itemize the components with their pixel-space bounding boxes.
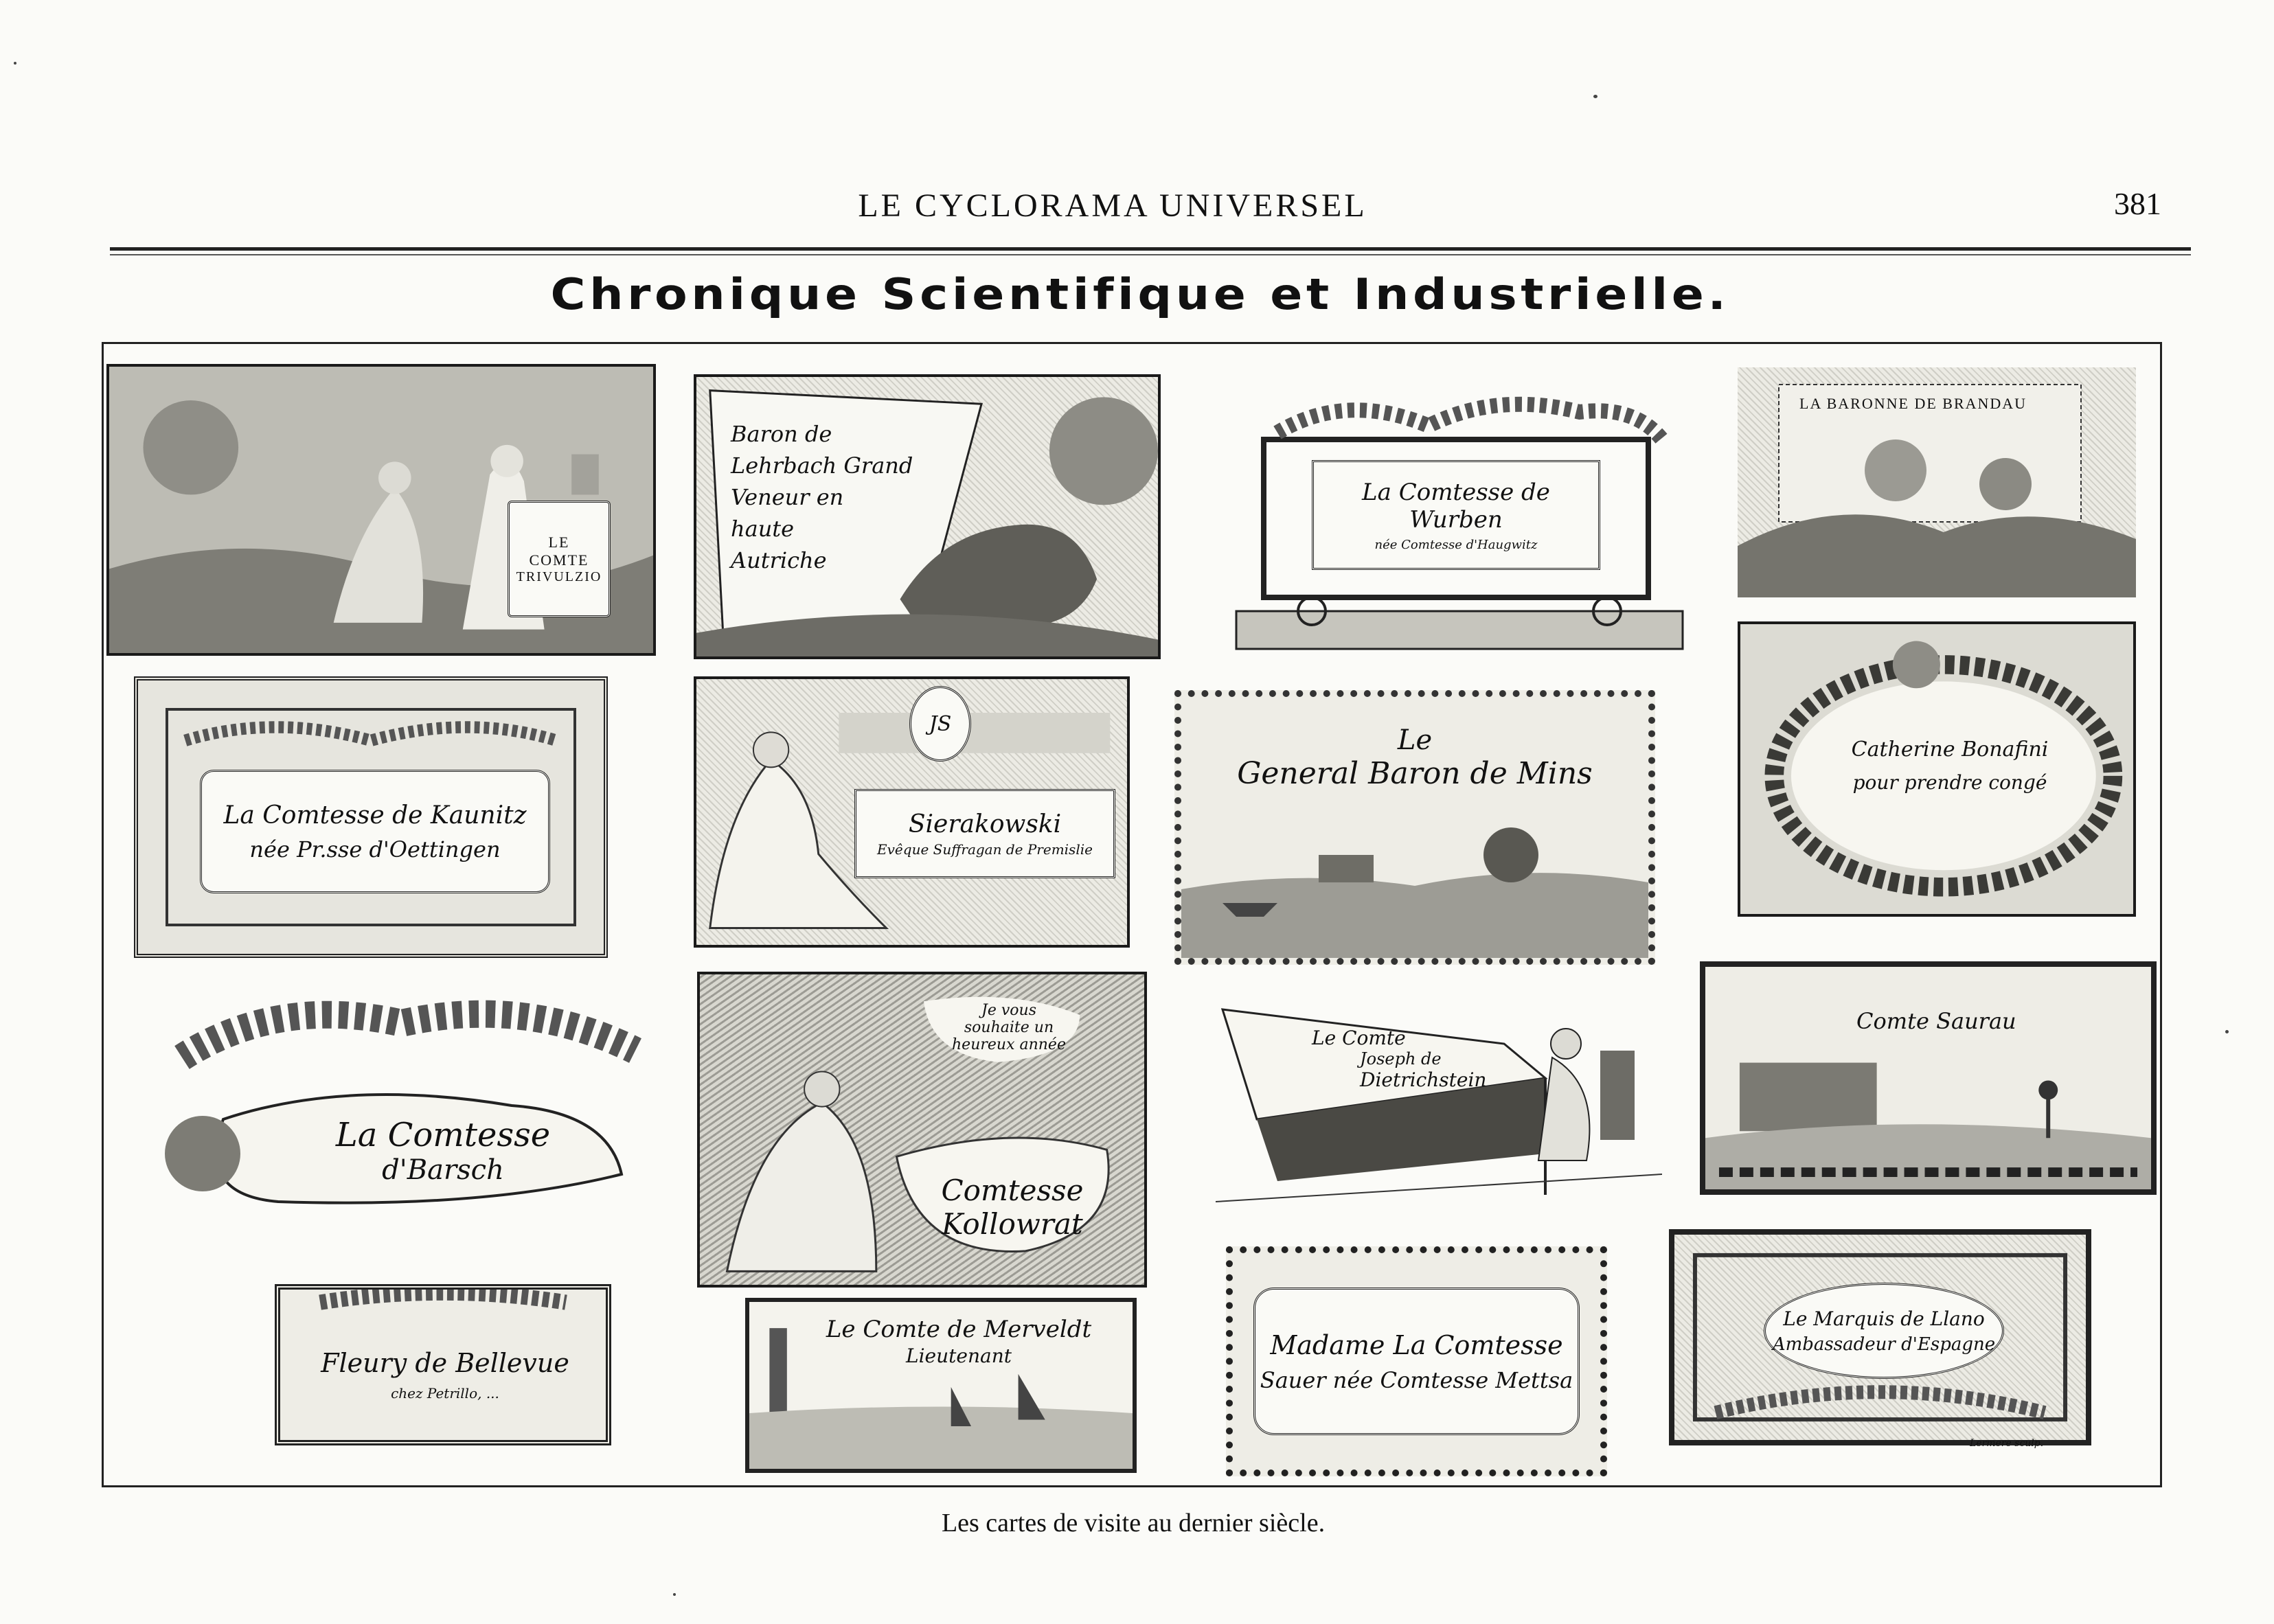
card-text-panel	[1253, 1288, 1580, 1435]
card-text-panel	[731, 418, 957, 576]
card-lehrbach	[694, 374, 1161, 659]
card-line: COMTE	[529, 551, 589, 569]
card-line: Le Comte	[1312, 1027, 1406, 1049]
card-line: née Pr.sse d'Oettingen	[249, 836, 501, 862]
card-saurau	[1700, 961, 2157, 1195]
card-line: Veneur en	[731, 484, 844, 510]
paper-speck	[14, 62, 16, 65]
card-line: pour prendre congé	[1852, 771, 2047, 794]
card-line: Lehrbach Grand	[731, 453, 913, 479]
card-line: Madame La Comtesse	[1270, 1329, 1563, 1360]
running-title: LE CYCLORAMA UNIVERSEL	[858, 187, 1367, 224]
section-title: Chronique Scientifique et Industrielle.	[550, 269, 1730, 319]
card-line: LE	[548, 533, 570, 551]
card-merveldt	[745, 1298, 1137, 1473]
page-number: 381	[2114, 186, 2161, 221]
card-line: haute	[731, 516, 795, 542]
greeting-panel	[940, 1002, 1078, 1053]
greeting-line: heureux année	[952, 1036, 1066, 1053]
card-text-panel	[1806, 737, 2094, 794]
card-sierakowski	[694, 676, 1130, 948]
card-line: TRIVULZIO	[516, 569, 602, 584]
card-text-panel	[854, 789, 1115, 878]
card-text-panel	[294, 1348, 596, 1402]
engraving-roses-scroll	[141, 975, 666, 1236]
card-line: chez Petrillo, ...	[391, 1385, 499, 1402]
card-line: Comte Saurau	[1856, 1008, 2016, 1034]
card-line: Baron de	[731, 421, 832, 447]
card-llano	[1669, 1229, 2091, 1445]
card-line: La Comtesse de Kaunitz	[223, 801, 527, 830]
card-text-panel	[299, 1116, 587, 1186]
card-line: Le	[1397, 724, 1433, 756]
card-line: d'Barsch	[382, 1154, 504, 1186]
header-rule-thin	[110, 254, 2191, 255]
monogram-medallion	[909, 686, 971, 762]
card-line: Sauer née Comtesse Mettsa	[1260, 1366, 1573, 1393]
card-sauer	[1226, 1246, 1607, 1476]
paper-speck	[2225, 1030, 2229, 1033]
card-line: General Baron de Mins	[1237, 756, 1593, 791]
card-line: Kollowrat	[942, 1207, 1083, 1241]
card-line: Le Marquis de Llano	[1783, 1307, 1985, 1330]
engraving-chateau	[1705, 967, 2151, 1189]
card-line: La Comtesse	[335, 1116, 551, 1154]
card-trivulzio	[106, 364, 656, 656]
card-line: LA BARONNE DE BRANDAU	[1799, 395, 2027, 412]
card-text-panel	[913, 1174, 1112, 1241]
card-mins	[1174, 690, 1655, 965]
card-text-panel	[1312, 1027, 1518, 1091]
card-kollowrat	[697, 972, 1147, 1288]
card-line: Lieutenant	[906, 1345, 1012, 1367]
card-text-panel	[200, 770, 550, 893]
monogram: JS	[929, 711, 952, 736]
card-line: Catherine Bonafini	[1851, 737, 2049, 762]
card-text-panel	[508, 501, 611, 617]
card-text-panel	[1223, 724, 1607, 791]
paper-speck	[673, 1593, 676, 1596]
card-line: Comtesse	[941, 1174, 1084, 1207]
card-line: Ambassadeur d'Espagne	[1772, 1334, 1996, 1355]
card-barsch	[141, 975, 666, 1236]
card-text-panel	[791, 1316, 1127, 1367]
card-bonafini	[1738, 621, 2136, 917]
card-line: Le Comte de Merveldt	[826, 1316, 1092, 1343]
card-line: Sierakowski	[908, 810, 1062, 838]
card-kaunitz	[134, 676, 608, 958]
engraver-signature: Lermere sculp.	[1970, 1438, 2044, 1449]
card-text-panel	[1764, 1283, 2004, 1379]
header-rule	[110, 247, 2191, 251]
card-brandau	[1738, 367, 2136, 597]
paper-speck	[1593, 95, 1598, 98]
card-line: Dietrichstein	[1360, 1068, 1487, 1091]
card-line: Joseph de	[1360, 1049, 1442, 1068]
greeting-line: souhaite un	[964, 1019, 1054, 1036]
card-text-panel	[1312, 460, 1600, 570]
card-line: Autriche	[731, 547, 827, 573]
card-line: Fleury de Bellevue	[321, 1348, 569, 1378]
card-line: née Comtesse d'Haugwitz	[1374, 537, 1538, 552]
greeting-line: Je vous	[981, 1002, 1036, 1019]
figure-caption: Les cartes de visite au dernier siècle.	[941, 1509, 1326, 1537]
card-line: La Comtesse de Wurben	[1362, 478, 1550, 534]
card-line: Evêque Suffragan de Premislie	[877, 840, 1093, 858]
card-dietrichstein	[1216, 1003, 1662, 1209]
card-bellevue	[275, 1284, 611, 1445]
card-wurben	[1223, 385, 1696, 659]
